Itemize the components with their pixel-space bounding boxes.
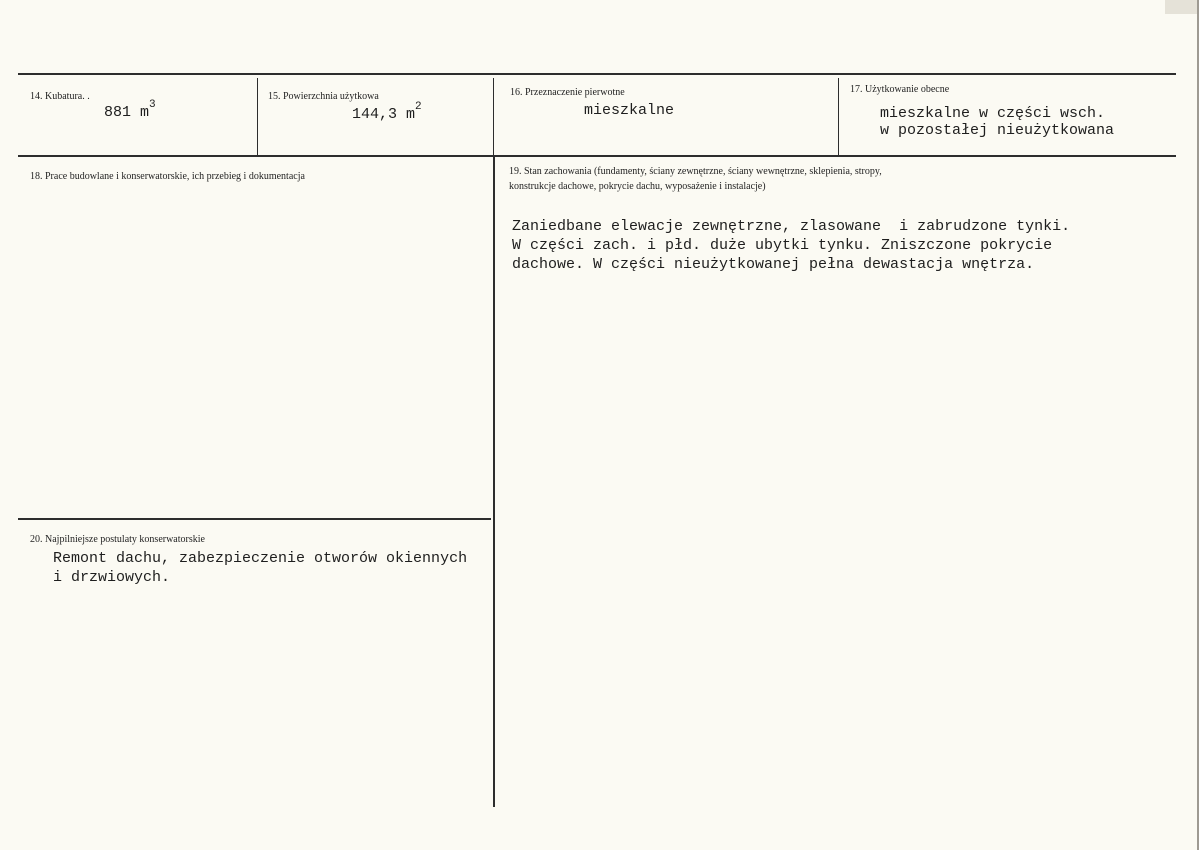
- area-value: 144,3 m: [352, 106, 416, 123]
- field-19-text-line-3: dachowe. W części nieużytkowanej pełna dewastacja wnętrza.: [512, 256, 1035, 273]
- section-20-top-rule: [18, 518, 491, 520]
- field-15-label: 15. Powierzchnia użytkowa: [268, 91, 379, 102]
- field-16-label: 16. Przeznaczenie pierwotne: [510, 87, 625, 98]
- field-20-label: 20. Najpilniejsze postulaty konserwatorskie: [30, 534, 205, 545]
- divider-16-17: [838, 78, 839, 155]
- paper-corner: [1165, 0, 1197, 14]
- divider-14-15: [257, 78, 258, 155]
- field-20-text-line-2: i drzwiowych.: [53, 569, 171, 586]
- field-19-label-line-1: 19. Stan zachowania (fundamenty, ściany zewnętrzne, ściany wewnętrzne, sklepienia, stropy,: [509, 166, 882, 177]
- area-unit-exponent: 2: [415, 101, 422, 113]
- field-14-value: [104, 99, 156, 121]
- field-19-label-line-2: konstrukcje dachowe, pokrycie dachu, wyposażenie i instalacje): [509, 181, 766, 192]
- header-row-bottom-rule: [18, 155, 1176, 157]
- field-17-value-line-1: mieszkalne w części wsch.: [880, 105, 1106, 122]
- field-18-label: 18. Prace budowlane i konserwatorskie, ich przebieg i dokumentacja: [30, 171, 305, 182]
- field-19-text-line-2: W części zach. i płd. duże ubytki tynku. Zniszczone pokrycie: [512, 237, 1053, 254]
- main-column-divider: [493, 157, 495, 807]
- field-14-label: 14. Kubatura. .: [30, 91, 90, 102]
- field-17-value-line-2: w pozostałej nieużytkowana: [880, 122, 1115, 139]
- top-rule: [18, 73, 1176, 75]
- field-16-value: mieszkalne: [584, 102, 675, 119]
- divider-15-16: [493, 78, 494, 155]
- field-15-value: [352, 101, 422, 123]
- field-19-text-line-1: Zaniedbane elewacje zewnętrzne, zlasowane i zabrudzone tynki.: [512, 218, 1071, 235]
- field-17-label: 17. Użytkowanie obecne: [850, 84, 950, 95]
- volume-unit-exponent: 3: [149, 99, 156, 111]
- volume-value: 881 m: [104, 104, 150, 121]
- field-20-text-line-1: Remont dachu, zabezpieczenie otworów okiennych: [53, 550, 468, 567]
